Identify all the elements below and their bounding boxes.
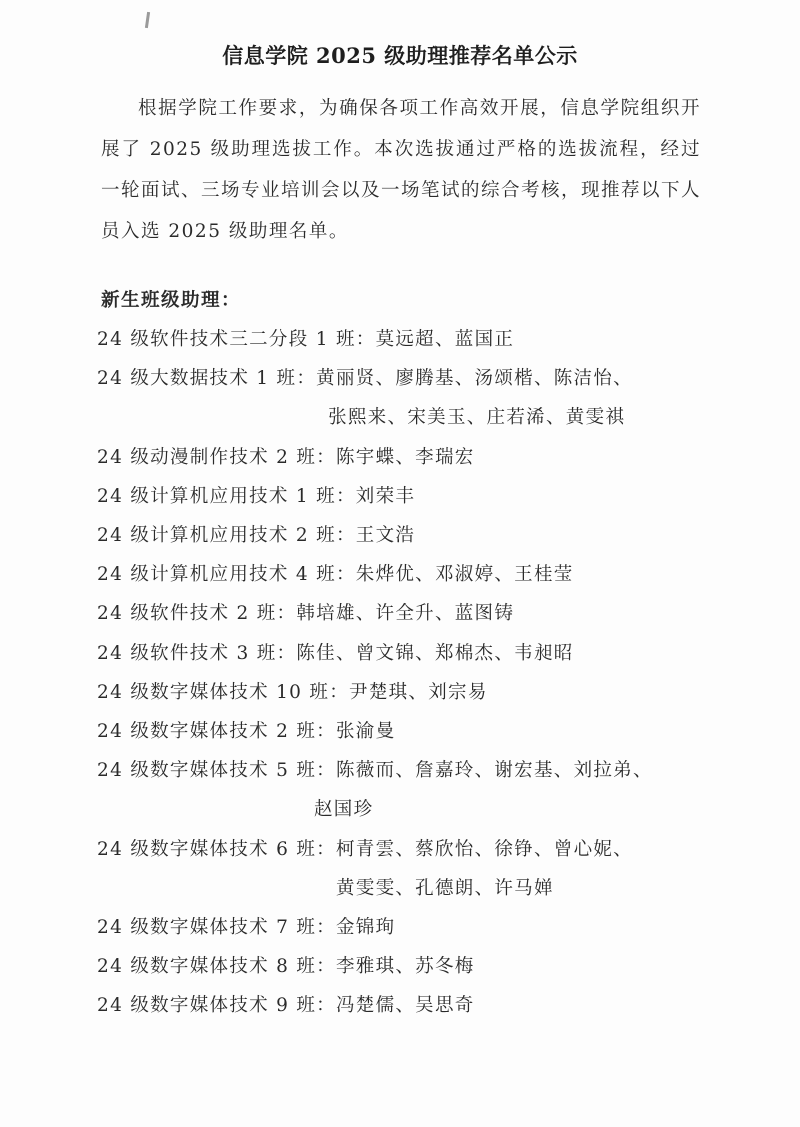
class-members [356, 516, 415, 555]
class-label: 24 级数字媒体技术 8 班： [97, 956, 336, 978]
list-item [97, 438, 707, 477]
list-item [97, 673, 707, 712]
intro-paragraph: 根据学院工作要求，为确保各项工作高效开展，信息学院组织开展了 2025 级助理选拔工作。本次选拔通过严格的选拔流程，经过一轮面试、三场专业培训会以及一场笔试的综合考核，现推荐以下人员入选 2025 级助理名单。 [101, 98, 702, 242]
class-label: 24 级计算机应用技术 2 班： [97, 525, 356, 547]
scan-mark [145, 12, 150, 28]
class-label: 24 级计算机应用技术 4 班： [97, 564, 356, 586]
list-item [97, 634, 707, 673]
member-names-continued: 张熙来、宋美玉、庄若浠、黄雯祺 [328, 407, 626, 429]
class-label: 24 级软件技术三二分段 1 班： [97, 329, 376, 350]
class-label: 24 级软件技术 3 班： [97, 642, 297, 664]
list-item [97, 751, 707, 829]
list-item [97, 555, 707, 594]
member-names: 陈薇而、詹嘉玲、谢宏基、刘拉弟、 [335, 760, 653, 782]
class-label: 24 级动漫制作技术 2 班： [97, 446, 336, 468]
class-members [336, 438, 475, 477]
list-item [97, 516, 707, 555]
section-heading: 新生班级助理： [101, 290, 242, 311]
list-item [97, 830, 707, 908]
class-members [336, 947, 475, 986]
class-members [376, 320, 515, 359]
class-label: 24 级数字媒体技术 5 班： [97, 760, 336, 782]
member-names: 李雅琪、苏冬梅 [335, 956, 475, 978]
class-members [349, 673, 488, 712]
list-item [97, 320, 707, 359]
class-label: 24 级数字媒体技术 10 班： [97, 681, 350, 703]
class-label: 24 级软件技术 2 班： [97, 603, 297, 625]
member-names: 朱烨优、邓淑婷、王桂莹 [355, 564, 574, 586]
list-item [97, 359, 707, 437]
member-names: 莫远超、蓝国正 [375, 329, 515, 350]
list-item [97, 594, 707, 633]
member-names: 冯楚儒、吴思奇 [335, 995, 475, 1017]
class-label: 24 级计算机应用技术 1 班： [97, 485, 356, 507]
member-names: 黄丽贤、廖腾基、汤颂楷、陈洁怡、 [316, 368, 633, 390]
class-members [336, 986, 475, 1025]
member-names: 陈宇蝶、李瑞宏 [335, 446, 475, 468]
member-names: 尹楚琪、刘宗易 [349, 681, 488, 703]
class-assistant-list [97, 320, 707, 1026]
list-item [97, 712, 707, 751]
member-names: 刘荣丰 [355, 485, 416, 507]
member-names-continued: 黄雯雯、孔德朗、许马婵 [335, 877, 554, 899]
class-members [296, 634, 573, 673]
member-names: 张渝曼 [335, 721, 396, 743]
page-title: 信息学院 2025 级助理推荐名单公示 [222, 43, 578, 68]
list-item [97, 477, 707, 516]
class-members [336, 908, 395, 947]
class-label: 24 级大数据技术 1 班： [97, 368, 317, 390]
class-label: 24 级数字媒体技术 2 班： [97, 721, 336, 743]
class-label: 24 级数字媒体技术 7 班： [97, 917, 336, 939]
list-item [97, 947, 707, 986]
member-names: 金锦珣 [335, 917, 396, 939]
list-item [97, 986, 707, 1025]
member-names-continued: 赵国珍 [313, 799, 374, 821]
class-members [356, 555, 574, 594]
class-label: 24 级数字媒体技术 9 班： [97, 995, 336, 1017]
member-names: 韩培雄、许全升、蓝图铸 [296, 603, 515, 625]
member-names: 陈佳、曾文锦、郑棉杰、韦昶昭 [296, 642, 574, 664]
class-label: 24 级数字媒体技术 6 班： [97, 838, 336, 860]
class-members [336, 712, 395, 751]
member-names: 柯青雲、蔡欣怡、徐铮、曾心妮、 [335, 838, 633, 860]
list-item [97, 908, 707, 947]
class-members [296, 594, 514, 633]
class-members [316, 359, 633, 437]
class-members [313, 751, 653, 829]
class-members [356, 477, 415, 516]
member-names: 王文浩 [355, 525, 416, 547]
class-members [336, 830, 633, 908]
